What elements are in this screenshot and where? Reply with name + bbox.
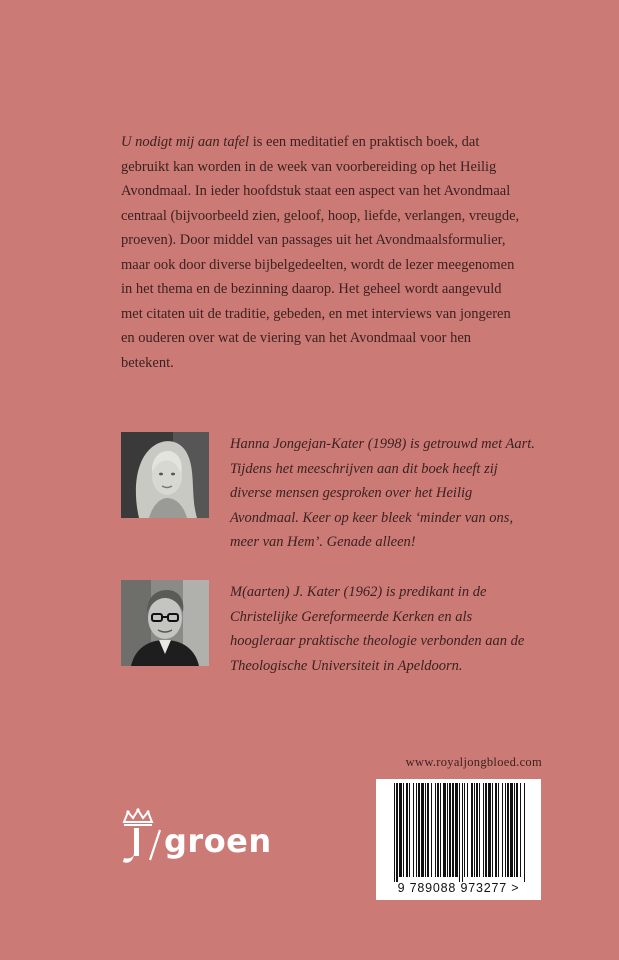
barcode-bar <box>507 783 509 877</box>
author-photo-maarten <box>121 580 209 666</box>
barcode-bar <box>409 783 410 877</box>
publisher-logo <box>120 808 280 868</box>
barcode-bar <box>437 783 439 877</box>
barcode-bar <box>418 783 420 877</box>
barcode-bar <box>421 783 424 877</box>
barcode-bar <box>427 783 429 877</box>
barcode-bar <box>443 783 446 877</box>
barcode-bar <box>413 783 414 877</box>
barcode-bar <box>462 783 463 882</box>
barcode-bar <box>514 783 515 877</box>
barcode-bar <box>425 783 426 877</box>
barcode-bar <box>498 783 499 877</box>
back-cover-blurb <box>121 130 521 375</box>
barcode-bar <box>483 783 484 877</box>
barcode-bar <box>520 783 521 877</box>
author-photo-hanna <box>121 432 209 518</box>
barcode-bar <box>510 783 513 877</box>
barcode-bar <box>476 783 478 877</box>
barcode-bar <box>440 783 441 877</box>
barcode-bar <box>516 783 518 877</box>
barcode-bar <box>394 783 395 882</box>
author-bio-hanna: Hanna Jongejan-Kater (1998) is getrouwd met Aart. Tijdens het meeschrijven aan dit boek heeft zij diverse mensen gesproken over het Heilig Avondmaal. Keer op keer bleek ‘minder van ons, meer van Hem’. Genade alleen! <box>230 436 535 550</box>
barcode-bar <box>502 783 503 877</box>
barcode-bar <box>492 783 493 877</box>
barcode-bar <box>449 783 451 877</box>
barcode-bar <box>467 783 468 877</box>
barcode-bar <box>447 783 448 877</box>
isbn-barcode <box>376 779 541 900</box>
barcode-bar <box>399 783 402 877</box>
barcode-bar <box>452 783 454 877</box>
barcode-bar <box>431 783 432 877</box>
blurb-text: is een meditatief en praktisch boek, dat gebruikt kan worden in de week van voorbereiding op het Heilig Avondmaal. In ieder hoofdstuk staat een aspect van het Avondmaal centraal (bijvoorbeeld zien, geloof, hoop, liefde, verlangen, vreugde, proeven). Door middel van passages uit het Avondmaalsformulier, maar ook door diverse bijbelgedeelten, wordt de lezer meegenomen in het thema en de bezinning daarop. Het geheel wordt aangevuld met citaten uit de traditie, gebeden, en met interviews van jongeren en ouderen over wat de viering van het Avondmaal voor hen betekent. <box>121 134 520 371</box>
author-bio-maarten: M(aarten) J. Kater (1962) is predikant in de Christelijke Gereformeerde Kerken en als hoogleraar praktische theologie verbonden aan de Theologische Universiteit in Apeldoorn. <box>230 584 525 674</box>
isbn-number: 9 789088 973277 > <box>397 881 520 895</box>
barcode-bar <box>485 783 487 877</box>
barcode-bar <box>479 783 480 877</box>
barcode-bar <box>459 783 460 882</box>
publisher-name: groen <box>164 822 272 860</box>
barcode-bar <box>474 783 475 877</box>
barcode-bar <box>455 783 458 877</box>
barcode-bar <box>435 783 436 877</box>
barcode-bar <box>416 783 417 877</box>
crown-icon <box>120 808 164 868</box>
barcode-bar <box>396 783 398 882</box>
barcode-bar <box>406 783 408 877</box>
barcode-bar <box>488 783 491 877</box>
book-title: U nodigt mij aan tafel <box>121 134 250 150</box>
barcode-bar <box>524 783 525 882</box>
barcode-bar <box>505 783 506 877</box>
publisher-url[interactable]: www.royaljongbloed.com <box>405 755 542 769</box>
barcode-bar <box>464 783 465 877</box>
barcode-bar <box>403 783 404 877</box>
barcode-bar <box>495 783 497 877</box>
barcode-bar <box>471 783 473 877</box>
